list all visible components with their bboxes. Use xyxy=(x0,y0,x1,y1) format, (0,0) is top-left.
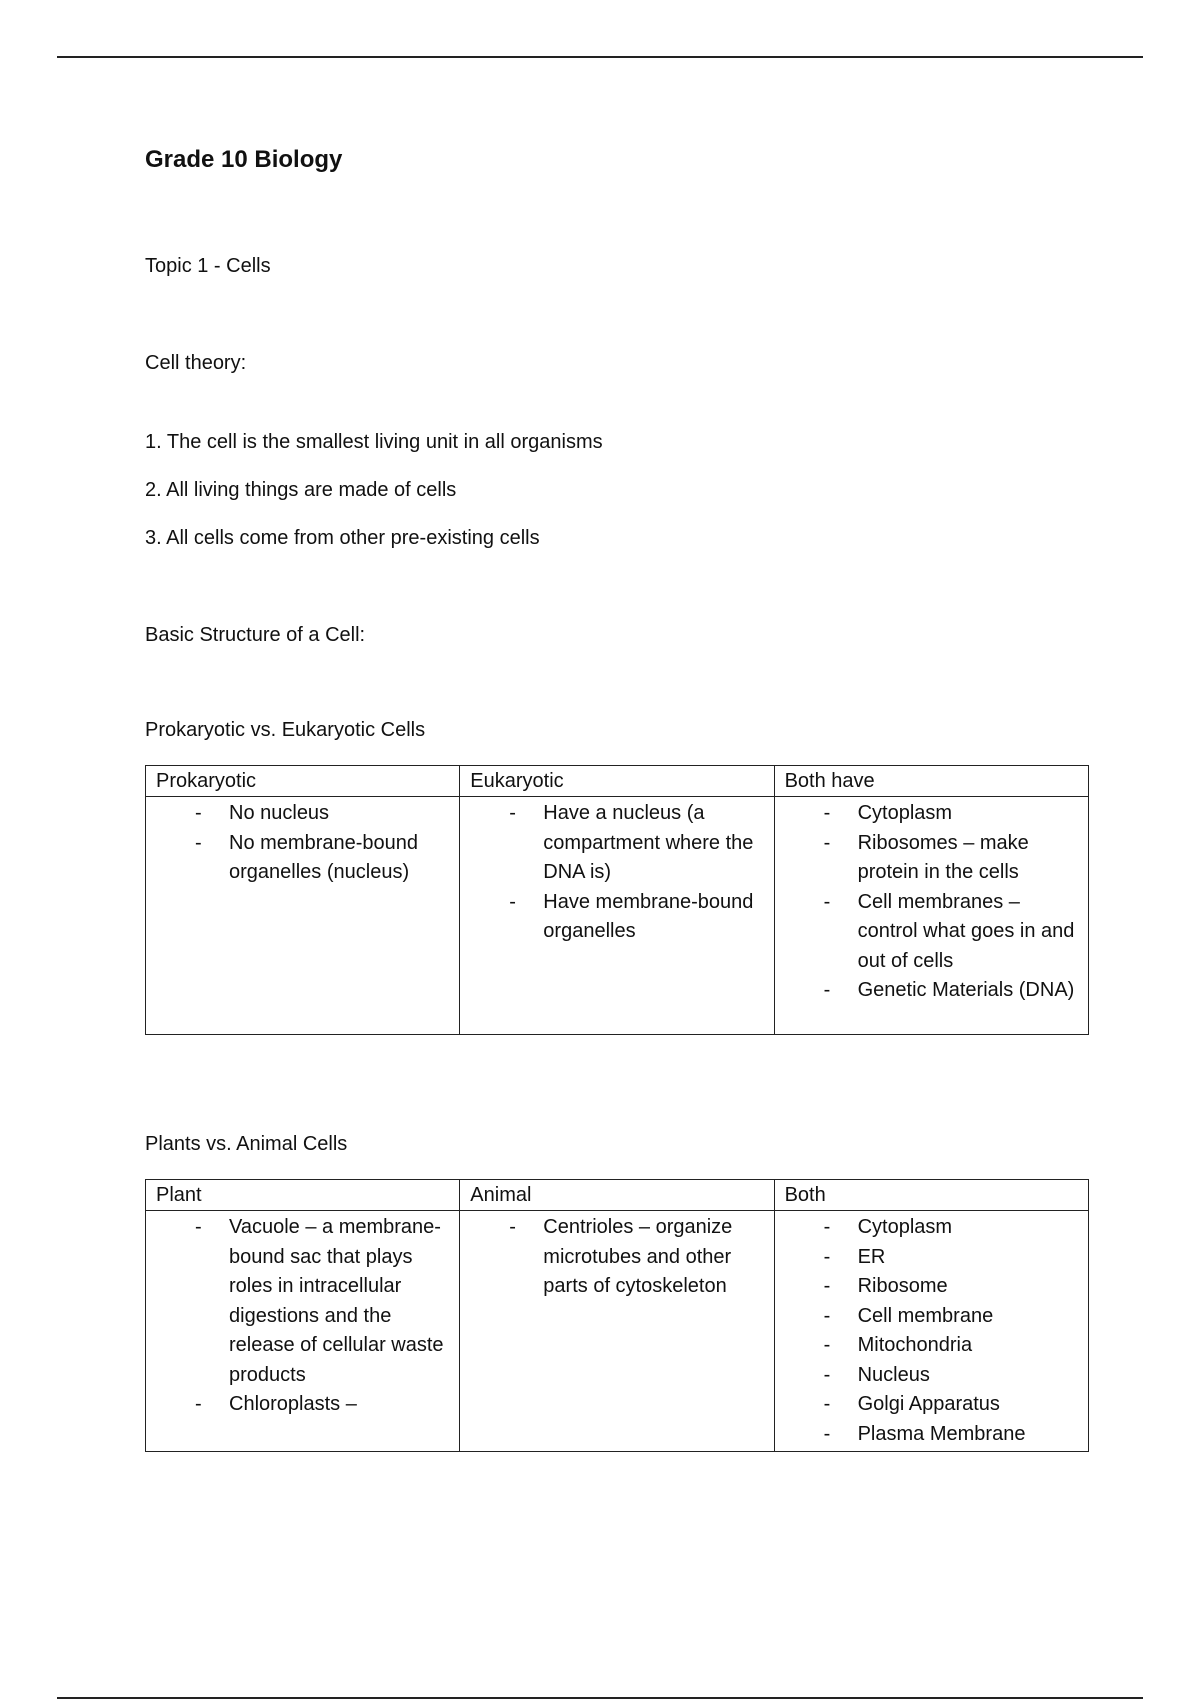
list-item: - Have membrane-bound organelles xyxy=(543,888,767,947)
plant-animal-heading: Plants vs. Animal Cells xyxy=(145,1133,348,1155)
table-cell xyxy=(774,1211,1088,1452)
prok-euk-table xyxy=(145,765,1089,1035)
list-item: - Nucleus xyxy=(858,1361,1082,1391)
list-item: - Vacuole – a membrane-bound sac that plays roles in intracellular digestions and the release of cellular waste products xyxy=(229,1213,453,1390)
list-item: - Mitochondria xyxy=(858,1331,1082,1361)
list-item: - Plasma Membrane xyxy=(858,1420,1082,1450)
list-item: - Golgi Apparatus xyxy=(858,1390,1082,1420)
basic-structure-heading: Basic Structure of a Cell: xyxy=(145,624,366,646)
bullet-list xyxy=(460,1213,767,1302)
list-item: - No nucleus xyxy=(229,799,453,829)
footer-rule xyxy=(57,1697,1143,1699)
list-item: - No membrane-bound organelles (nucleus) xyxy=(229,829,453,888)
cell-theory-heading: Cell theory: xyxy=(145,352,247,374)
cell-theory-point: 3. All cells come from other pre-existing cells xyxy=(145,527,540,549)
list-item: - Chloroplasts – xyxy=(229,1390,453,1420)
topic-heading: Topic 1 - Cells xyxy=(145,255,271,277)
column-header: Plant xyxy=(146,1180,460,1211)
table-cell xyxy=(146,797,460,1035)
table-header-row xyxy=(146,766,1089,797)
column-header: Eukaryotic xyxy=(460,766,774,797)
list-item: - Ribosomes – make protein in the cells xyxy=(858,829,1082,888)
list-item: - Centrioles – organize microtubes and other parts of cytoskeleton xyxy=(543,1213,767,1302)
column-header: Both have xyxy=(774,766,1088,797)
table-cell xyxy=(460,797,774,1035)
table-header-row xyxy=(146,1180,1089,1211)
table-cell xyxy=(146,1211,460,1452)
bullet-list xyxy=(146,1213,453,1420)
bullet-list xyxy=(775,799,1082,1006)
list-item: - Ribosome xyxy=(858,1272,1082,1302)
list-item: - Cell membranes – control what goes in and out of cells xyxy=(858,888,1082,977)
table-cell xyxy=(774,797,1088,1035)
document-title: Grade 10 Biology xyxy=(145,146,343,173)
plant-animal-table xyxy=(145,1179,1089,1452)
column-header: Animal xyxy=(460,1180,774,1211)
list-item: - Have a nucleus (a compartment where the DNA is) xyxy=(543,799,767,888)
list-item: - Cell membrane xyxy=(858,1302,1082,1332)
column-header: Prokaryotic xyxy=(146,766,460,797)
cell-theory-point: 2. All living things are made of cells xyxy=(145,479,457,501)
table-row xyxy=(146,1211,1089,1452)
bullet-list xyxy=(460,799,767,947)
header-rule xyxy=(57,56,1143,58)
bullet-list xyxy=(146,799,453,888)
cell-theory-point: 1. The cell is the smallest living unit in all organisms xyxy=(145,431,603,453)
list-item: - Cytoplasm xyxy=(858,1213,1082,1243)
list-item: - Cytoplasm xyxy=(858,799,1082,829)
list-item: - Genetic Materials (DNA) xyxy=(858,976,1082,1006)
column-header: Both xyxy=(774,1180,1088,1211)
prok-euk-heading: Prokaryotic vs. Eukaryotic Cells xyxy=(145,719,426,741)
bullet-list xyxy=(775,1213,1082,1449)
list-item: - ER xyxy=(858,1243,1082,1273)
table-row xyxy=(146,797,1089,1035)
table-cell xyxy=(460,1211,774,1452)
